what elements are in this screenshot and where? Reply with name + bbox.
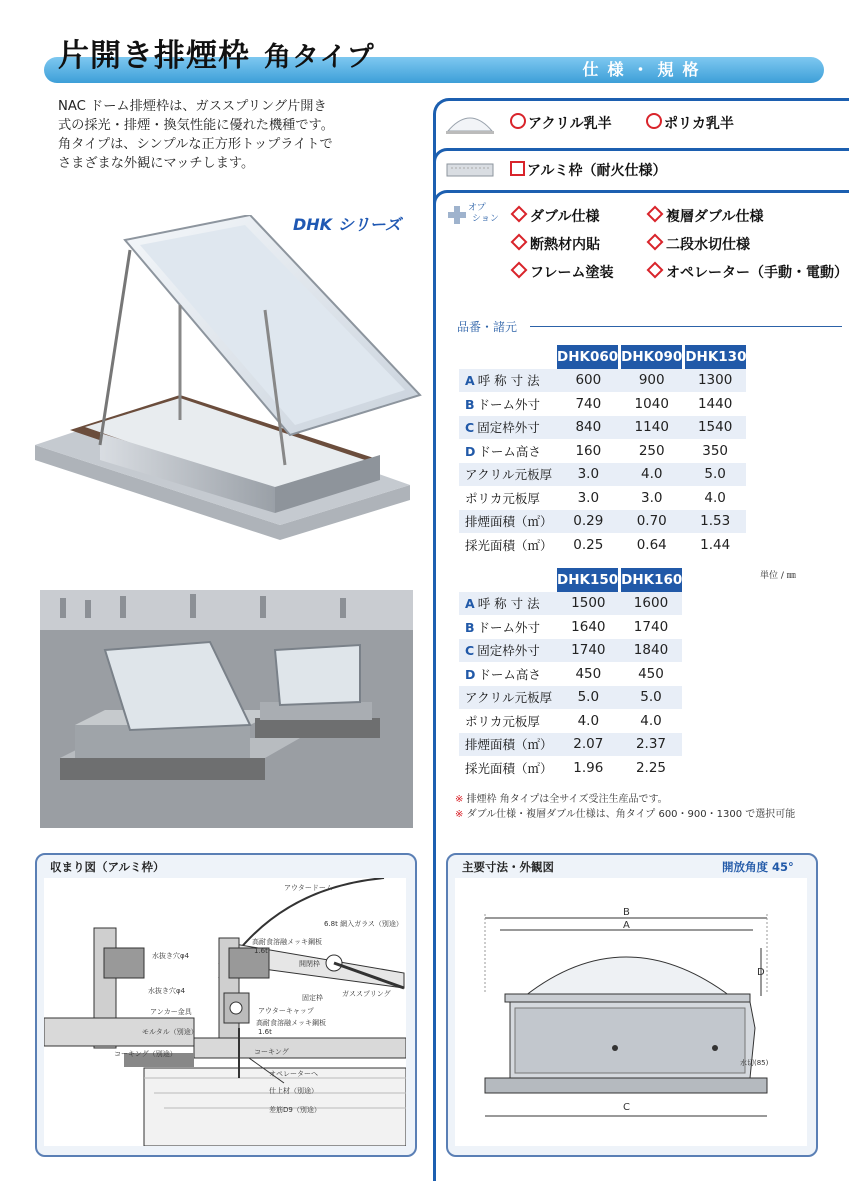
table-row: C 固定枠外寸 1740 1840 [459,639,682,663]
intro-line: 式の採光・排煙・換気性能に優れた機種です。 [58,118,334,133]
label-plate1-t: 1.6t [254,947,268,955]
label-outer-dome: アウタードーム [284,884,333,892]
circle-icon [646,113,662,129]
dim-label-drain: 水切(85) [740,1059,769,1067]
product-image [30,215,425,545]
label-rebar: 差筋D9（別途） [269,1106,321,1114]
spec-table-1 [459,345,746,557]
label-operator: オペレーターへ [269,1070,318,1078]
table-row: D ドーム高さ 450 450 [465,665,664,682]
circle-icon [510,113,526,129]
diamond-icon [647,234,664,251]
option-item: 複層ダブル仕様 [646,206,763,226]
dim-label-b: B [623,907,630,918]
diamond-icon [511,206,528,223]
unit-label: 単位 / ㎜ [760,571,796,581]
spec-divider [530,326,842,327]
intro-line: 角タイプは、シンプルな正方形トップライトで [58,137,333,152]
dims-panel-title: 主要寸法・外観図 [462,860,554,874]
table-row: C 固定枠外寸 840 1140 1540 [459,416,746,440]
title-main: 片開き排煙枠 [58,38,250,74]
label-plate2: 高耐食溶融メッキ鋼板 [256,1019,326,1027]
label-anchor: アンカー金具 [150,1008,192,1016]
label-outer-cap: アウターキャップ [258,1007,314,1015]
opening-angle: 開放角度 45° [722,860,794,874]
dim-label-c: C [623,1102,630,1113]
label-gas-spring: ガススプリング [342,990,391,998]
series-name: DHK シリーズ [293,215,401,234]
title-sub: 角タイプ [264,42,375,73]
label-caulking1: コーキング（別途） [114,1050,177,1058]
dome-option-acrylic: アクリル乳半 [510,113,612,133]
table-row: 排煙面積（㎡） 2.07 2.37 [459,733,682,757]
option-label: オプ ション [468,203,499,224]
label-mortar: モルタル（別途） [142,1028,198,1036]
dimensions-drawing [455,878,807,1146]
frame-option-aluminum: アルミ枠（耐火仕様） [510,160,666,180]
detail-drawing [44,878,406,1146]
diamond-icon [647,206,664,223]
label-fixed-frame: 固定枠 [302,994,323,1002]
table-row: 採光面積（㎡） 1.96 2.25 [465,759,667,776]
section-label: 仕様・規格 [582,60,708,79]
option-plus-icon [447,205,467,229]
label-open-frame: 開閉枠 [299,960,320,968]
option-item: フレーム塗装 [510,262,613,282]
spec-label: 品番・諸元 [457,320,518,334]
table-row: ポリカ元板厚 3.0 3.0 4.0 [465,489,726,506]
option-item: 断熱材内貼 [510,234,600,254]
table-row: A 呼 称 寸 法 1500 1600 [459,592,682,616]
table-header-row [459,345,746,369]
dim-label-a: A [623,920,630,931]
frame-thumbnail [445,160,495,184]
label-plate1: 高耐食溶融メッキ鋼板 [252,938,322,946]
intro-text [58,97,408,173]
dome-option-polycarbonate: ポリカ乳半 [646,113,734,133]
page-title [58,30,375,75]
option-item: オペレーター（手動・電動） [646,262,848,282]
intro-line: さまざまな外観にマッチします。 [58,156,255,171]
detail-panel-title: 収まり図（アルミ枠） [50,860,165,874]
spec-table-2 [459,568,682,780]
option-item: 二段水切仕様 [646,234,750,254]
label-finish: 仕上材（別途） [269,1087,318,1095]
dome-thumbnail [445,109,495,139]
roof-installation-photo [40,590,413,828]
diamond-icon [511,234,528,251]
table-row: アクリル元板厚 3.0 4.0 5.0 [459,463,746,487]
diamond-icon [511,262,528,279]
square-icon [510,161,525,176]
model-header: DHK130 [684,345,747,369]
table-row: B ドーム外寸 1640 1740 [465,618,669,635]
note-1: ※ 排煙枠 角タイプは全サイズ受注生産品です。 [455,794,668,805]
model-header: DHK090 [620,345,684,369]
option-item: ダブル仕様 [510,206,599,226]
diamond-icon [647,262,664,279]
note-2: ※ ダブル仕様・複層ダブル仕様は、角タイプ 600・900・1300 で選択可能 [455,809,796,820]
intro-line: NAC ドーム排煙枠は、ガススプリング片開き [58,99,327,114]
table-row: 排煙面積（㎡） 0.29 0.70 1.53 [459,510,746,534]
label-plate2-t: 1.6t [258,1028,272,1036]
dim-label-d: D [757,967,765,978]
label-drain2: 水抜き穴φ4 [148,987,186,995]
label-glass: 6.8t 網入ガラス（別途） [324,920,403,928]
label-drain: 水抜き穴φ4 [152,952,190,960]
model-header: DHK060 [557,345,620,369]
table-row: 採光面積（㎡） 0.25 0.64 1.44 [465,536,731,553]
table-row: B ドーム外寸 740 1040 1440 [465,395,733,412]
label-caulking2: コーキング [254,1048,289,1056]
table-row: ポリカ元板厚 4.0 4.0 [465,712,662,729]
model-header: DHK160 [620,568,683,592]
model-header: DHK150 [557,568,620,592]
table-header-row [459,568,682,592]
table-row: A 呼 称 寸 法 600 900 1300 [459,369,746,393]
table-row: アクリル元板厚 5.0 5.0 [459,686,682,710]
table-row: D ドーム高さ 160 250 350 [465,442,729,459]
